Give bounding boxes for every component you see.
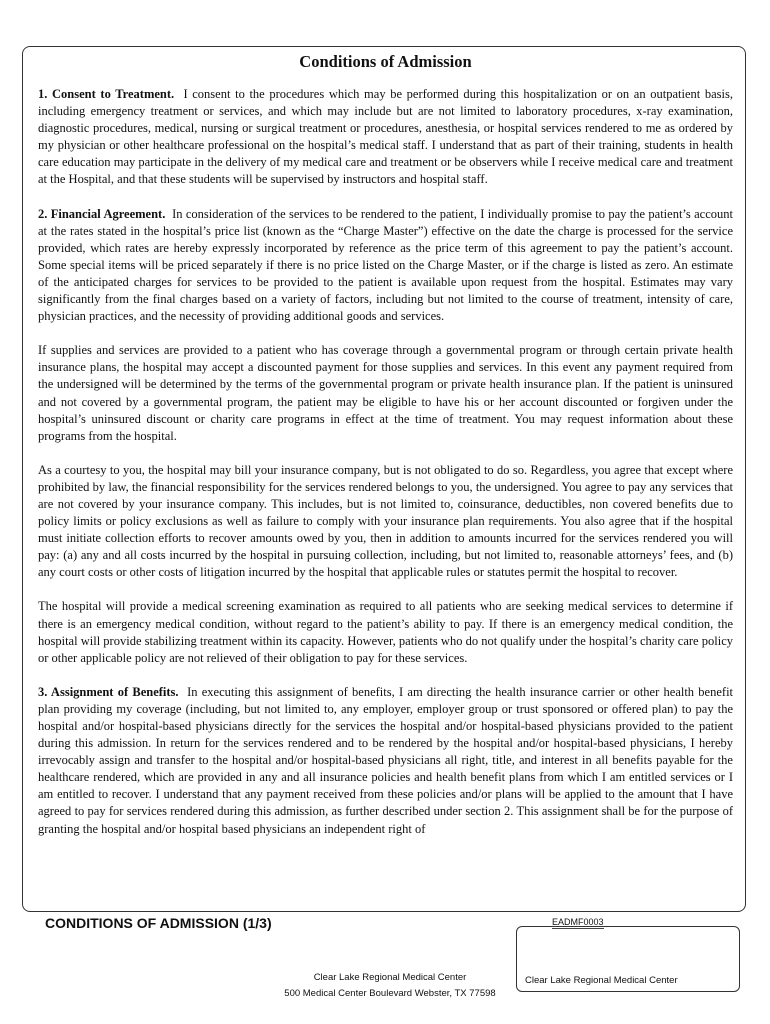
address-line-2: 500 Medical Center Boulevard Webster, TX 77598: [284, 988, 496, 999]
paragraph-insurance-billing: As a courtesy to you, the hospital may bill your insurance company, but is not obligated to do so. Regardless, you agree that except where prohibited by law, the financial responsibility for the services rendered belongs to you, the undersigned. You agree to pay any services that are not covered by your insurance company. This includes, but is not limited to, coinsurance, deductibles, non covered benefits due to policy limits or policy exclusions as well as failure to comply with your insurance plan requirements. You also agree that if the hospital must initiate collection efforts to recover amounts owed by you, then in addition to amounts incurred for the services rendered you will pay: (a) any and all costs incurred by the hospital in pursuing collection, including, but not limited to, reasonable attorneys’ fees, and (b) any court costs or other costs of litigation incurred by the hospital that applicable rules or statutes permit the hospital to recover.: [38, 462, 733, 580]
document-body: [38, 52, 733, 855]
section-consent-to-treatment: [38, 86, 733, 189]
section-heading: 2. Financial Agreement.: [38, 206, 166, 221]
section-text: In consideration of the services to be rendered to the patient, I individually promise to pay the patient’s account at the rates stated in the hospital’s price list (known as the “Charge Master”) effective on the date the charge is processed for the service provided, which rates are hereby expressly incorporated by reference as the price term of this agreement to pay the patient’s account. Some special items will be priced separately if there is no price listed on the Charge Master, or if the charge is listed as zero. An estimate of the anticipated charges for services to be provided to the patient is available upon request from the hospital. Estimates may vary significantly from the final charges based on a variety of factors, including but not limited to the course of treatment, intensity of care, physician practices, and the necessity of providing additional goods and services.: [38, 206, 733, 324]
section-text: I consent to the procedures which may be performed during this hospitalization or on an outpatient basis, including emergency treatment or services, and which may include but are not limited to laboratory procedures, x-ray examination, diagnostic procedures, medical, nursing or surgical treatment or procedures, anesthesia, or hospital services rendered to me as ordered by my physician or other healthcare professional on the hospital’s medical staff. I understand that as part of their training, students in health care education may participate in the delivery of my medical care and treatment or be observers while I receive medical care and treatment at the Hospital, and that these students will be supervised by instructors and hospital staff.: [38, 87, 734, 187]
label-box-text: Clear Lake Regional Medical Center: [525, 975, 678, 986]
section-heading: 3. Assignment of Benefits.: [38, 684, 179, 699]
form-code: EADMF0003: [552, 917, 604, 927]
footer-title: CONDITIONS OF ADMISSION (1/3): [45, 915, 272, 931]
footer-address: [270, 970, 510, 1002]
section-financial-agreement: [38, 206, 733, 326]
document-title: Conditions of Admission: [299, 52, 472, 71]
paragraph-medical-screening: The hospital will provide a medical screening examination as required to all patients who are seeking medical services to determine if there is an emergency medical condition, without regard to the patient’s ability to pay. If there is an emergency medical condition, the hospital will provide stabilizing treatment within its capacity. However, patients who do not qualify under the hospital’s charity care policy or other applicable policy are not relieved of their obligation to pay for these services.: [38, 599, 733, 665]
address-line-1: Clear Lake Regional Medical Center: [313, 972, 467, 983]
section-assignment-of-benefits: [38, 684, 733, 838]
section-text: In executing this assignment of benefits, I am directing the health insurance carrier or other health benefit plan providing my coverage (including, but not limited to, any employer, employer group or trust sponsored or offered plan) to pay the hospital and/or hospital-based physicians directly for the services the hospital and/or hospital-based physicians provided to the patient during this admission. In return for the services rendered and to be rendered by the hospital and/or hospital-based physicians, I hereby irrevocably assign and transfer to the hospital and/or hospital-based physicians all right, title, and interest in all benefits payable for the healthcare rendered, which are provided in any and all insurance policies and health benefit plans from which I am entitled services or I am entitled to recover. I understand that any payment received from these policies and/or plans will be applied to the amount that I have agreed to pay for services rendered during this admission, as further described under section 2. This assignment shall be for the purpose of granting the hospital and/or hospital based physicians an independent right of: [38, 684, 734, 836]
paragraph-discounted-payment: If supplies and services are provided to a patient who has coverage through a governmental program or through certain private health insurance plans, the hospital may accept a discounted payment for those supplies and services. In this event any payment required from the undersigned will be determined by the terms of the governmental program or private health insurance plan. If the patient is uninsured and not covered by a governmental program, the patient may be eligible to have his or her account discounted or forgiven under the hospital’s uninsured discount or charity care programs in effect at the time of treatment. You may request information about these programs from the hospital.: [38, 343, 733, 443]
section-heading: 1. Consent to Treatment.: [38, 87, 175, 101]
patient-label-box: [516, 926, 740, 992]
